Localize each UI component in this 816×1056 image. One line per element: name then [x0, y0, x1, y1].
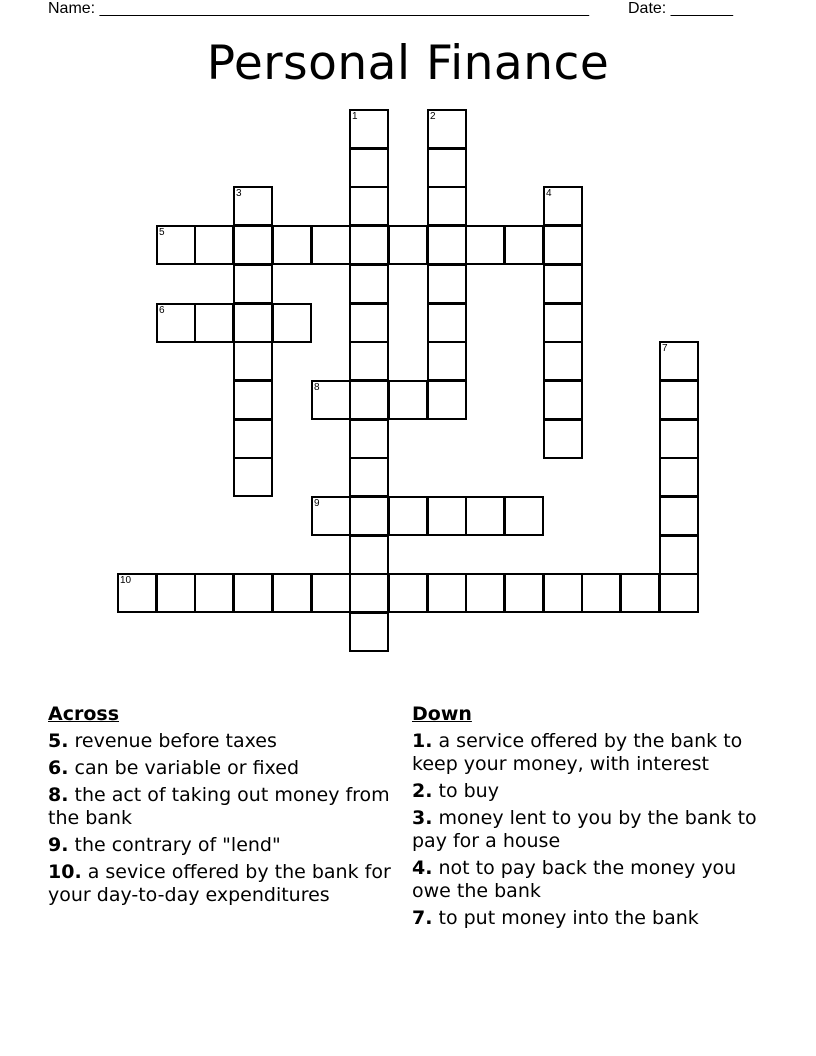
grid-cell[interactable]	[659, 535, 699, 575]
grid-cell[interactable]	[504, 225, 544, 265]
grid-cell[interactable]	[504, 573, 544, 613]
cell-number: 1	[352, 111, 358, 122]
grid-cell[interactable]	[349, 380, 389, 420]
grid-cell[interactable]	[349, 341, 389, 381]
grid-cell[interactable]	[388, 225, 428, 265]
grid-cell[interactable]	[233, 225, 273, 265]
grid-cell[interactable]	[465, 573, 505, 613]
grid-cell[interactable]	[349, 109, 389, 149]
grid-cell[interactable]	[194, 573, 234, 613]
cell-number: 4	[546, 188, 552, 199]
grid-cell[interactable]	[427, 341, 467, 381]
grid-cell[interactable]	[117, 573, 157, 613]
clue-text: to put money into the bank	[438, 907, 699, 929]
grid-cell[interactable]	[427, 573, 467, 613]
page-title: Personal Finance	[206, 36, 610, 91]
grid-cell[interactable]	[349, 148, 389, 188]
cell-number: 2	[430, 111, 436, 122]
clue-number: 2.	[412, 780, 433, 802]
grid-cell[interactable]	[465, 225, 505, 265]
grid-cell[interactable]	[349, 535, 389, 575]
grid-cell[interactable]	[311, 380, 351, 420]
down-clue	[412, 907, 762, 930]
grid-cell[interactable]	[659, 457, 699, 497]
grid-cell[interactable]	[388, 496, 428, 536]
grid-cell[interactable]	[233, 264, 273, 304]
grid-cell[interactable]	[504, 496, 544, 536]
grid-cell[interactable]	[156, 303, 196, 343]
grid-cell[interactable]	[349, 612, 389, 652]
clue-text: to buy	[438, 780, 499, 802]
grid-cell[interactable]	[233, 380, 273, 420]
clue-text: the contrary of "lend"	[74, 834, 281, 856]
down-heading: Down	[412, 703, 472, 725]
grid-cell[interactable]	[427, 148, 467, 188]
grid-cell[interactable]	[233, 186, 273, 226]
down-clue	[412, 730, 762, 776]
grid-cell[interactable]	[233, 457, 273, 497]
grid-cell[interactable]	[349, 186, 389, 226]
grid-cell[interactable]	[581, 573, 621, 613]
grid-cell[interactable]	[272, 225, 312, 265]
grid-cell[interactable]	[194, 303, 234, 343]
grid-cell[interactable]	[543, 341, 583, 381]
grid-cell[interactable]	[311, 496, 351, 536]
cell-number: 3	[236, 188, 242, 199]
grid-cell[interactable]	[543, 573, 583, 613]
across-clue	[48, 757, 400, 780]
clue-text: a service offered by the bank to keep your money, with interest	[412, 730, 743, 775]
cell-number: 5	[159, 227, 165, 238]
grid-cell[interactable]	[427, 264, 467, 304]
clue-number: 3.	[412, 807, 433, 829]
grid-cell[interactable]	[311, 225, 351, 265]
across-heading: Across	[48, 703, 120, 725]
across-clue	[48, 784, 400, 830]
grid-cell[interactable]	[543, 380, 583, 420]
clue-number: 1.	[412, 730, 433, 752]
grid-cell[interactable]	[427, 225, 467, 265]
grid-cell[interactable]	[427, 109, 467, 149]
grid-cell[interactable]	[349, 457, 389, 497]
across-clue	[48, 834, 400, 857]
grid-cell[interactable]	[620, 573, 660, 613]
grid-cell[interactable]	[272, 573, 312, 613]
clue-number: 5.	[48, 730, 69, 752]
across-clue	[48, 861, 400, 907]
grid-cell[interactable]	[659, 380, 699, 420]
name-field-label: Name: _______________________________________________________	[48, 0, 589, 17]
cell-number: 9	[314, 498, 320, 509]
down-clue	[412, 857, 762, 903]
grid-cell[interactable]	[388, 380, 428, 420]
grid-cell[interactable]	[349, 496, 389, 536]
clue-text: money lent to you by the bank to pay for a house	[412, 807, 757, 852]
grid-cell[interactable]	[659, 573, 699, 613]
grid-cell[interactable]	[272, 303, 312, 343]
clue-number: 8.	[48, 784, 69, 806]
grid-cell[interactable]	[465, 496, 505, 536]
cell-number: 7	[662, 343, 668, 354]
grid-cell[interactable]	[349, 419, 389, 459]
grid-cell[interactable]	[194, 225, 234, 265]
grid-cell[interactable]	[233, 341, 273, 381]
grid-cell[interactable]	[543, 419, 583, 459]
grid-cell[interactable]	[349, 225, 389, 265]
grid-cell[interactable]	[427, 380, 467, 420]
grid-cell[interactable]	[659, 341, 699, 381]
grid-cell[interactable]	[543, 264, 583, 304]
grid-cell[interactable]	[659, 419, 699, 459]
grid-cell[interactable]	[543, 225, 583, 265]
grid-cell[interactable]	[233, 303, 273, 343]
date-field-label: Date: _______	[628, 0, 733, 17]
grid-cell[interactable]	[427, 186, 467, 226]
down-clue	[412, 780, 762, 803]
clue-number: 7.	[412, 907, 433, 929]
grid-cell[interactable]	[349, 573, 389, 613]
grid-cell[interactable]	[349, 303, 389, 343]
grid-cell[interactable]	[349, 264, 389, 304]
grid-cell[interactable]	[543, 303, 583, 343]
grid-cell[interactable]	[659, 496, 699, 536]
clue-text: revenue before taxes	[74, 730, 277, 752]
cell-number: 10	[120, 575, 132, 586]
across-clues	[48, 702, 400, 911]
down-clue	[412, 807, 762, 853]
across-clue	[48, 730, 400, 753]
clue-text: not to pay back the money you owe the bank	[412, 857, 737, 902]
down-clues	[412, 702, 762, 934]
cell-number: 8	[314, 382, 320, 393]
clue-text: a sevice offered by the bank for your day-to-day expenditures	[48, 861, 391, 906]
grid-cell[interactable]	[233, 419, 273, 459]
grid-cell[interactable]	[427, 303, 467, 343]
grid-cell[interactable]	[427, 496, 467, 536]
clue-text: can be variable or fixed	[74, 757, 300, 779]
clue-text: the act of taking out money from the bank	[48, 784, 390, 829]
clue-number: 9.	[48, 834, 69, 856]
grid-cell[interactable]	[156, 573, 196, 613]
clue-number: 6.	[48, 757, 69, 779]
grid-cell[interactable]	[156, 225, 196, 265]
grid-cell[interactable]	[388, 573, 428, 613]
cell-number: 6	[159, 305, 165, 316]
grid-cell[interactable]	[233, 573, 273, 613]
grid-cell[interactable]	[543, 186, 583, 226]
clue-number: 4.	[412, 857, 433, 879]
clue-number: 10.	[48, 861, 82, 883]
grid-cell[interactable]	[311, 573, 351, 613]
